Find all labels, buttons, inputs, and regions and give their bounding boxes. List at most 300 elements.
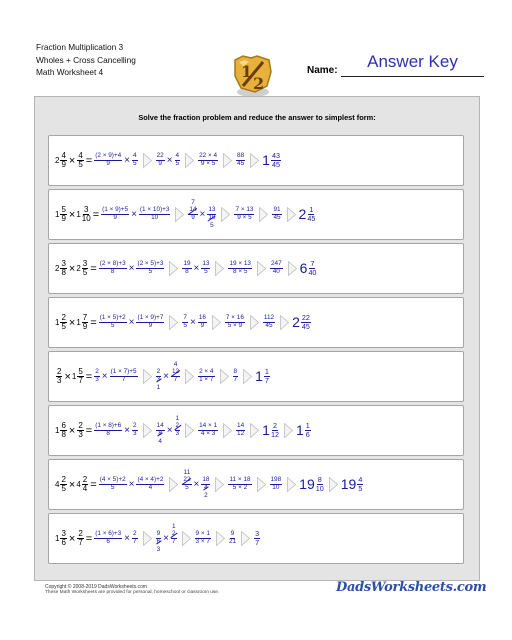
denominator: 8 [110,268,115,275]
name-underline [341,76,484,77]
step-arrow-icon [143,153,152,168]
numerator: (1 × 9)+5 [102,206,129,214]
numerator: 4 [61,150,66,160]
numerator: 3 [82,258,88,268]
equals-sign: = [90,316,97,329]
problem-row [48,405,464,456]
numerator: 4 [175,152,180,160]
denominator: 10 [272,484,280,491]
numerator: 2 [82,474,88,484]
fraction [77,530,83,548]
problem-row [48,189,464,240]
times-sign: × [163,371,169,382]
fraction [228,477,251,491]
fraction [132,153,138,167]
fraction [77,152,83,170]
fraction [132,531,138,545]
numerator: 2 [57,366,62,376]
fraction [132,423,138,437]
footer [45,584,219,596]
denominator: 10 [81,214,91,223]
times-sign: × [68,208,76,221]
fraction [271,152,281,168]
denominator: 3 × 7 [195,538,210,545]
mixed-number [55,422,68,440]
numerator: (1 × 6)+3 [95,530,122,538]
denominator: 9 [61,160,66,169]
fraction [229,531,236,545]
fraction [270,261,283,275]
whole-number: 1 [255,368,263,384]
numerator: 5 [61,204,66,214]
numerator: 9 [230,530,235,538]
denominator: 45 [273,214,281,221]
cancelled-fraction [182,253,191,283]
denominator: 4 [82,484,88,493]
numerator: 8 [317,475,322,485]
whole-number: 1 [76,318,81,327]
step-arrow-icon [250,315,259,330]
fraction [60,476,66,494]
cancel-top: 1 [171,523,176,531]
denominator: 3 [175,430,180,437]
fraction [56,368,62,386]
cancelled-fraction [156,361,162,391]
problem-content [55,298,312,347]
problem-panel [34,96,480,581]
cancel-top: 11 [183,469,191,477]
step-arrow-icon [175,207,184,222]
denominator: 9 [106,160,110,167]
cancel-bottom: 1 [156,383,161,391]
step-arrow-icon [250,153,259,168]
denominator: 7 [255,538,260,547]
fraction [82,476,88,494]
numerator: 6 [61,420,66,430]
numerator: 3 [84,204,89,214]
numerator: 112 [263,314,275,322]
denominator: 6 [61,538,66,547]
step-arrow-icon [257,477,266,492]
svg-text:2: 2 [253,74,265,93]
fraction [236,153,245,167]
mixed-number [55,260,68,278]
times-sign: × [68,478,76,491]
step-arrow-icon [143,423,152,438]
denominator: 9 [61,214,66,223]
whole-number: 2 [76,264,81,273]
step-arrow-icon [329,477,338,492]
numerator: (1 × 9)+7 [137,314,164,322]
fraction [94,423,122,437]
numerator: (1 × 10)+3 [139,206,170,214]
mixed-number [76,206,91,224]
fraction [198,423,218,437]
fraction [60,530,66,548]
numerator: (1 × 5)+2 [99,314,126,322]
problem-content [55,136,282,185]
numerator: 14 × 1 [199,422,218,430]
numerator: 2 [156,368,161,376]
times-sign: × [128,263,135,274]
mixed-number [55,206,68,224]
denominator: 5 [148,268,153,275]
times-sign: × [124,155,131,166]
cancelled-fraction [207,199,216,229]
cancel-bottom: 4 [158,437,162,445]
cancelled-fraction [171,361,180,391]
whole-number: 2 [292,314,300,330]
cancelled-fraction [201,253,210,283]
denominator: 7 [171,538,176,545]
fraction [82,314,88,332]
denominator: 5 [175,160,180,167]
fraction [99,477,127,491]
denominator: 3 [78,430,83,439]
denominator: 9 [191,214,195,221]
step-arrow-icon [212,315,221,330]
problem-content [55,244,317,293]
whole-number: 2 [55,156,60,165]
numerator: 3 [255,529,260,539]
fraction [307,206,315,222]
denominator: 7 [78,538,83,547]
step-arrow-icon [287,477,296,492]
fraction [94,369,100,383]
numerator: 2 [175,422,180,430]
cancelled-fraction [182,307,188,337]
whole-number: 6 [299,260,308,276]
denominator: 5 [110,322,115,329]
times-sign: × [68,424,76,437]
mixed-number [55,476,68,494]
fraction [136,477,164,491]
cancel-top: 1 [175,415,180,423]
mixed-number [55,314,68,332]
denominator: 7 [264,376,269,385]
cancelled-fraction [182,469,191,499]
denominator: 1 × 7 [199,376,214,383]
title-line-2: Wholes + Cross Cancelling [36,54,136,65]
numerator: 14 [189,206,197,214]
numerator: 22 × 4 [199,152,218,160]
whole-number: 4 [55,480,60,489]
denominator: 45 [237,160,245,167]
whole-number: 1 [71,372,77,381]
whole-number: 1 [55,426,60,435]
denominator: 9 [82,322,88,331]
cancel-top: 4 [173,361,178,369]
numerator: 198 [270,476,282,484]
fraction [136,261,164,275]
denominator: 8 [185,268,189,275]
denominator: 3 [95,376,99,383]
numerator: 7 × 16 [225,314,244,322]
mixed-number [76,314,89,332]
fraction [60,422,66,440]
numerator: 9 × 1 [195,530,210,538]
denominator: 8 [61,430,66,439]
denominator: 10 [208,214,216,221]
denominator: 21 [228,538,237,545]
fraction [228,261,252,275]
denominator: 9 [113,214,117,221]
fraction [272,207,281,221]
numerator: 22 [156,152,164,160]
denominator: 10 [151,214,159,221]
mixed-number [55,530,68,548]
mixed-number [72,368,85,386]
cancelled-fraction [198,307,207,337]
problem-row [48,297,464,348]
denominator: 8 [61,268,66,277]
equals-sign: = [90,478,97,491]
denominator: 3 [133,430,137,437]
denominator: 5 [358,484,363,493]
svg-text:1: 1 [241,62,253,81]
numerator: 2 [95,368,99,376]
answer-key-label: Answer Key [367,52,458,71]
step-arrow-icon [241,531,250,546]
step-arrow-icon [220,369,229,384]
numerator: 9 [156,530,161,538]
step-arrow-icon [221,207,230,222]
fraction [271,422,279,438]
problem-content [55,460,364,509]
denominator: 9 × 5 [237,214,252,221]
fraction [99,261,127,275]
numerator: (1 × 7)+5 [110,368,137,376]
step-arrow-icon [169,315,178,330]
mixed-number [300,260,318,276]
times-sign: × [128,479,135,490]
problem-content [55,406,312,455]
denominator: 5 [110,484,115,491]
mixed-number [292,314,312,330]
fraction [82,206,91,224]
numerator: 22 [183,476,191,484]
numerator: (4 × 5)+2 [99,476,126,484]
fraction [60,314,66,332]
numerator: 16 [198,314,206,322]
denominator: 5 [133,160,137,167]
problem-content [55,514,261,563]
denominator: 7 [78,376,83,385]
numerator: (2 × 8)+3 [99,260,126,268]
denominator: 8 [106,430,110,437]
numerator: 91 [273,206,281,214]
step-arrow-icon [288,261,297,276]
times-sign: × [193,263,200,274]
numerator: 7 [310,259,315,269]
step-arrow-icon [216,531,225,546]
step-arrow-icon [143,531,152,546]
numerator: 12 [171,368,180,376]
cancel-top: 7 [191,199,195,207]
numerator: 4 [78,150,83,160]
mixed-number [262,422,280,438]
whole-number: 1 [55,534,60,543]
mixed-number [299,476,325,492]
name-label: Name: [307,65,338,76]
numerator: 2 [133,422,137,430]
numerator: 4 [358,475,363,485]
numerator: 2 [171,530,176,538]
numerator: 2 × 4 [199,368,214,376]
times-sign: × [131,209,137,220]
times-sign: × [68,262,76,275]
fraction [301,314,311,330]
times-sign: × [166,155,173,166]
denominator: 40 [272,268,280,275]
mixed-number [76,530,84,548]
numerator: 22 [301,313,310,323]
denominator: 9 [158,160,162,167]
numerator: 43 [271,151,280,161]
denominator: 5 [183,322,187,329]
numerator: 2 [78,420,83,430]
fraction [198,369,214,383]
mixed-number [253,530,261,546]
fraction [357,476,363,492]
numerator: 19 × 13 [229,260,251,268]
numerator: 1 [305,421,310,431]
denominator: 4 [204,484,208,491]
numerator: 3 [61,258,66,268]
fraction [94,153,122,167]
numerator: 2 [133,530,137,538]
denominator: 45 [301,322,310,331]
numerator: 2 [272,421,277,431]
fraction [101,207,129,221]
times-sign: × [163,533,169,544]
cancelled-fraction [156,415,165,445]
cancelled-fraction [156,145,165,175]
denominator: 9 × 5 [200,160,216,167]
step-arrow-icon [223,153,232,168]
denominator: 5 × 9 [227,322,243,329]
fraction [316,476,324,492]
denominator: 4 [148,484,153,491]
mixed-number [76,152,84,170]
title-line-1: Fraction Multiplication 3 [36,42,124,52]
step-arrow-icon [143,369,152,384]
denominator: 5 [185,484,189,491]
equals-sign: = [85,370,93,383]
times-sign: × [128,317,135,328]
whole-number: 4 [76,480,81,489]
numerator: 8 [233,368,238,376]
denominator: 7 [133,538,137,545]
denominator: 5 × 2 [232,484,248,491]
fraction [198,153,218,167]
numerator: 88 [237,152,245,160]
numerator: 18 [202,476,210,484]
numerator: (1 × 8)+6 [95,422,122,430]
instructions: Solve the fraction problem and reduce the answer to simplest form: [138,113,376,122]
step-arrow-icon [223,423,232,438]
times-sign: × [166,425,173,436]
fraction [254,530,260,546]
whole-number: 19 [299,476,315,492]
denominator: 45 [271,160,280,169]
worksheet-title [36,41,136,79]
equals-sign: = [90,262,97,275]
times-sign: × [124,533,131,544]
whole-number: 2 [55,264,60,273]
mixed-number [262,152,282,168]
times-sign: × [199,209,206,220]
cancelled-fraction [156,523,162,553]
denominator: 9 [200,322,205,329]
problem-row [48,459,464,510]
brand-logo: DadsWorksheets.com [336,580,487,595]
mixed-number [55,368,63,386]
problem-row [48,135,464,186]
whole-number: 1 [55,210,60,219]
numerator: (2 × 9)+4 [95,152,122,160]
equals-sign: = [85,154,93,167]
denominator: 45 [307,214,316,223]
step-arrow-icon [250,423,259,438]
cancelled-fraction [201,469,210,499]
whole-number: 1 [262,422,270,438]
fraction [60,206,66,224]
numerator: 2 [61,474,66,484]
fraction [263,315,275,329]
denominator: 6 [106,538,110,545]
fraction [77,422,83,440]
copyright-text: Copyright © 2008-2019 DadsWorksheets.com [45,584,147,590]
numerator: (2 × 5)+3 [137,260,164,268]
denominator: 5 [82,268,88,277]
step-arrow-icon [185,153,194,168]
fraction [60,152,66,170]
denominator: 5 [204,268,208,275]
step-arrow-icon [259,207,268,222]
numerator: 11 × 18 [229,476,251,484]
numerator: 7 × 13 [235,206,254,214]
numerator: 2 [61,312,66,322]
numerator: 1 [264,367,269,377]
step-arrow-icon [284,423,293,438]
step-arrow-icon [280,315,289,330]
mixed-number [76,476,89,494]
usage-note: These Math Worksheets are provided for personal, homeschool or classroom use. [45,590,220,595]
numerator: 13 [202,260,210,268]
cancelled-fraction [175,415,181,445]
numerator: 14 [156,422,164,430]
cancelled-fraction [171,523,177,553]
problem-row [48,351,464,402]
fraction [82,260,88,278]
fraction [136,315,164,329]
times-sign: × [68,532,76,545]
numerator: 247 [270,260,282,268]
step-arrow-icon [169,477,178,492]
step-arrow-icon [257,261,266,276]
problem-row [48,513,464,564]
step-arrow-icon [185,423,194,438]
fraction [236,423,245,437]
denominator: 7 [173,376,178,383]
fraction [195,531,211,545]
problem-content [55,190,316,239]
mixed-number [341,476,365,492]
numerator: 2 [78,528,83,538]
denominator: 10 [315,484,324,493]
fraction [77,368,83,386]
